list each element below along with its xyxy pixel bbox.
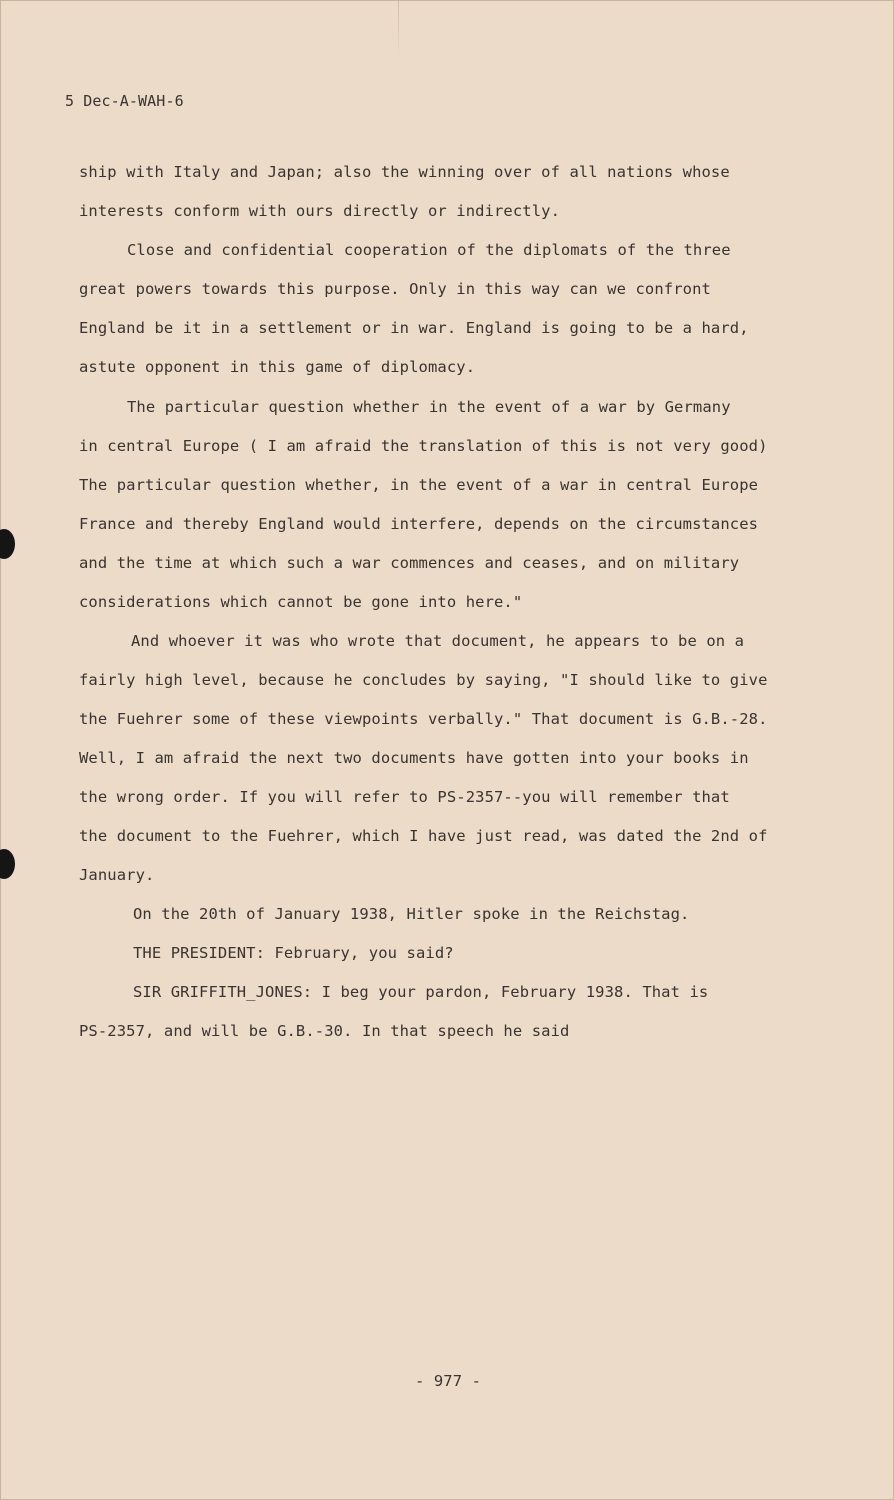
- text-line: SIR GRIFFITH_JONES: I beg your pardon, February 1938. That is: [133, 983, 709, 1001]
- text-line: The particular question whether, in the event of a war in central Europe: [79, 476, 759, 494]
- text-line: fairly high level, because he concludes by saying, "I should like to give: [79, 671, 768, 689]
- text-line: PS-2357, and will be G.B.-30. In that speech he said: [79, 1022, 570, 1040]
- text-line: ship with Italy and Japan; also the winning over of all nations whose: [79, 163, 730, 181]
- text-line: THE PRESIDENT: February, you said?: [133, 944, 454, 962]
- text-line: On the 20th of January 1938, Hitler spoke in the Reichstag.: [133, 905, 690, 923]
- text-line: astute opponent in this game of diplomacy.: [79, 358, 476, 376]
- punch-hole-upper: [0, 529, 15, 559]
- text-line: and the time at which such a war commences and ceases, and on military: [79, 554, 740, 572]
- fold-mark: [398, 1, 399, 61]
- text-line: considerations which cannot be gone into here.": [79, 593, 523, 611]
- text-line: The particular question whether in the event of a war by Germany: [127, 398, 731, 416]
- text-line: January.: [79, 866, 155, 884]
- text-line: Well, I am afraid the next two documents have gotten into your books in: [79, 749, 749, 767]
- text-line: the wrong order. If you will refer to PS-2357--you will remember that: [79, 788, 730, 806]
- text-line: in central Europe ( I am afraid the translation of this is not very good): [79, 437, 768, 455]
- text-line: interests conform with ours directly or indirectly.: [79, 202, 561, 220]
- text-line: France and thereby England would interfere, depends on the circumstances: [79, 515, 759, 533]
- text-line: the document to the Fuehrer, which I have just read, was dated the 2nd of: [79, 827, 768, 845]
- document-reference: 5 Dec-A-WAH-6: [65, 92, 184, 110]
- punch-hole-lower: [0, 849, 15, 879]
- text-line: And whoever it was who wrote that document, he appears to be on a: [131, 632, 745, 650]
- text-line: great powers towards this purpose. Only in this way can we confront: [79, 280, 711, 298]
- page-number: - 977 -: [414, 1372, 482, 1390]
- text-line: England be it in a settlement or in war. England is going to be a hard,: [79, 319, 749, 337]
- text-line: Close and confidential cooperation of the diplomats of the three: [127, 241, 731, 259]
- text-line: the Fuehrer some of these viewpoints verbally." That document is G.B.-28.: [79, 710, 768, 728]
